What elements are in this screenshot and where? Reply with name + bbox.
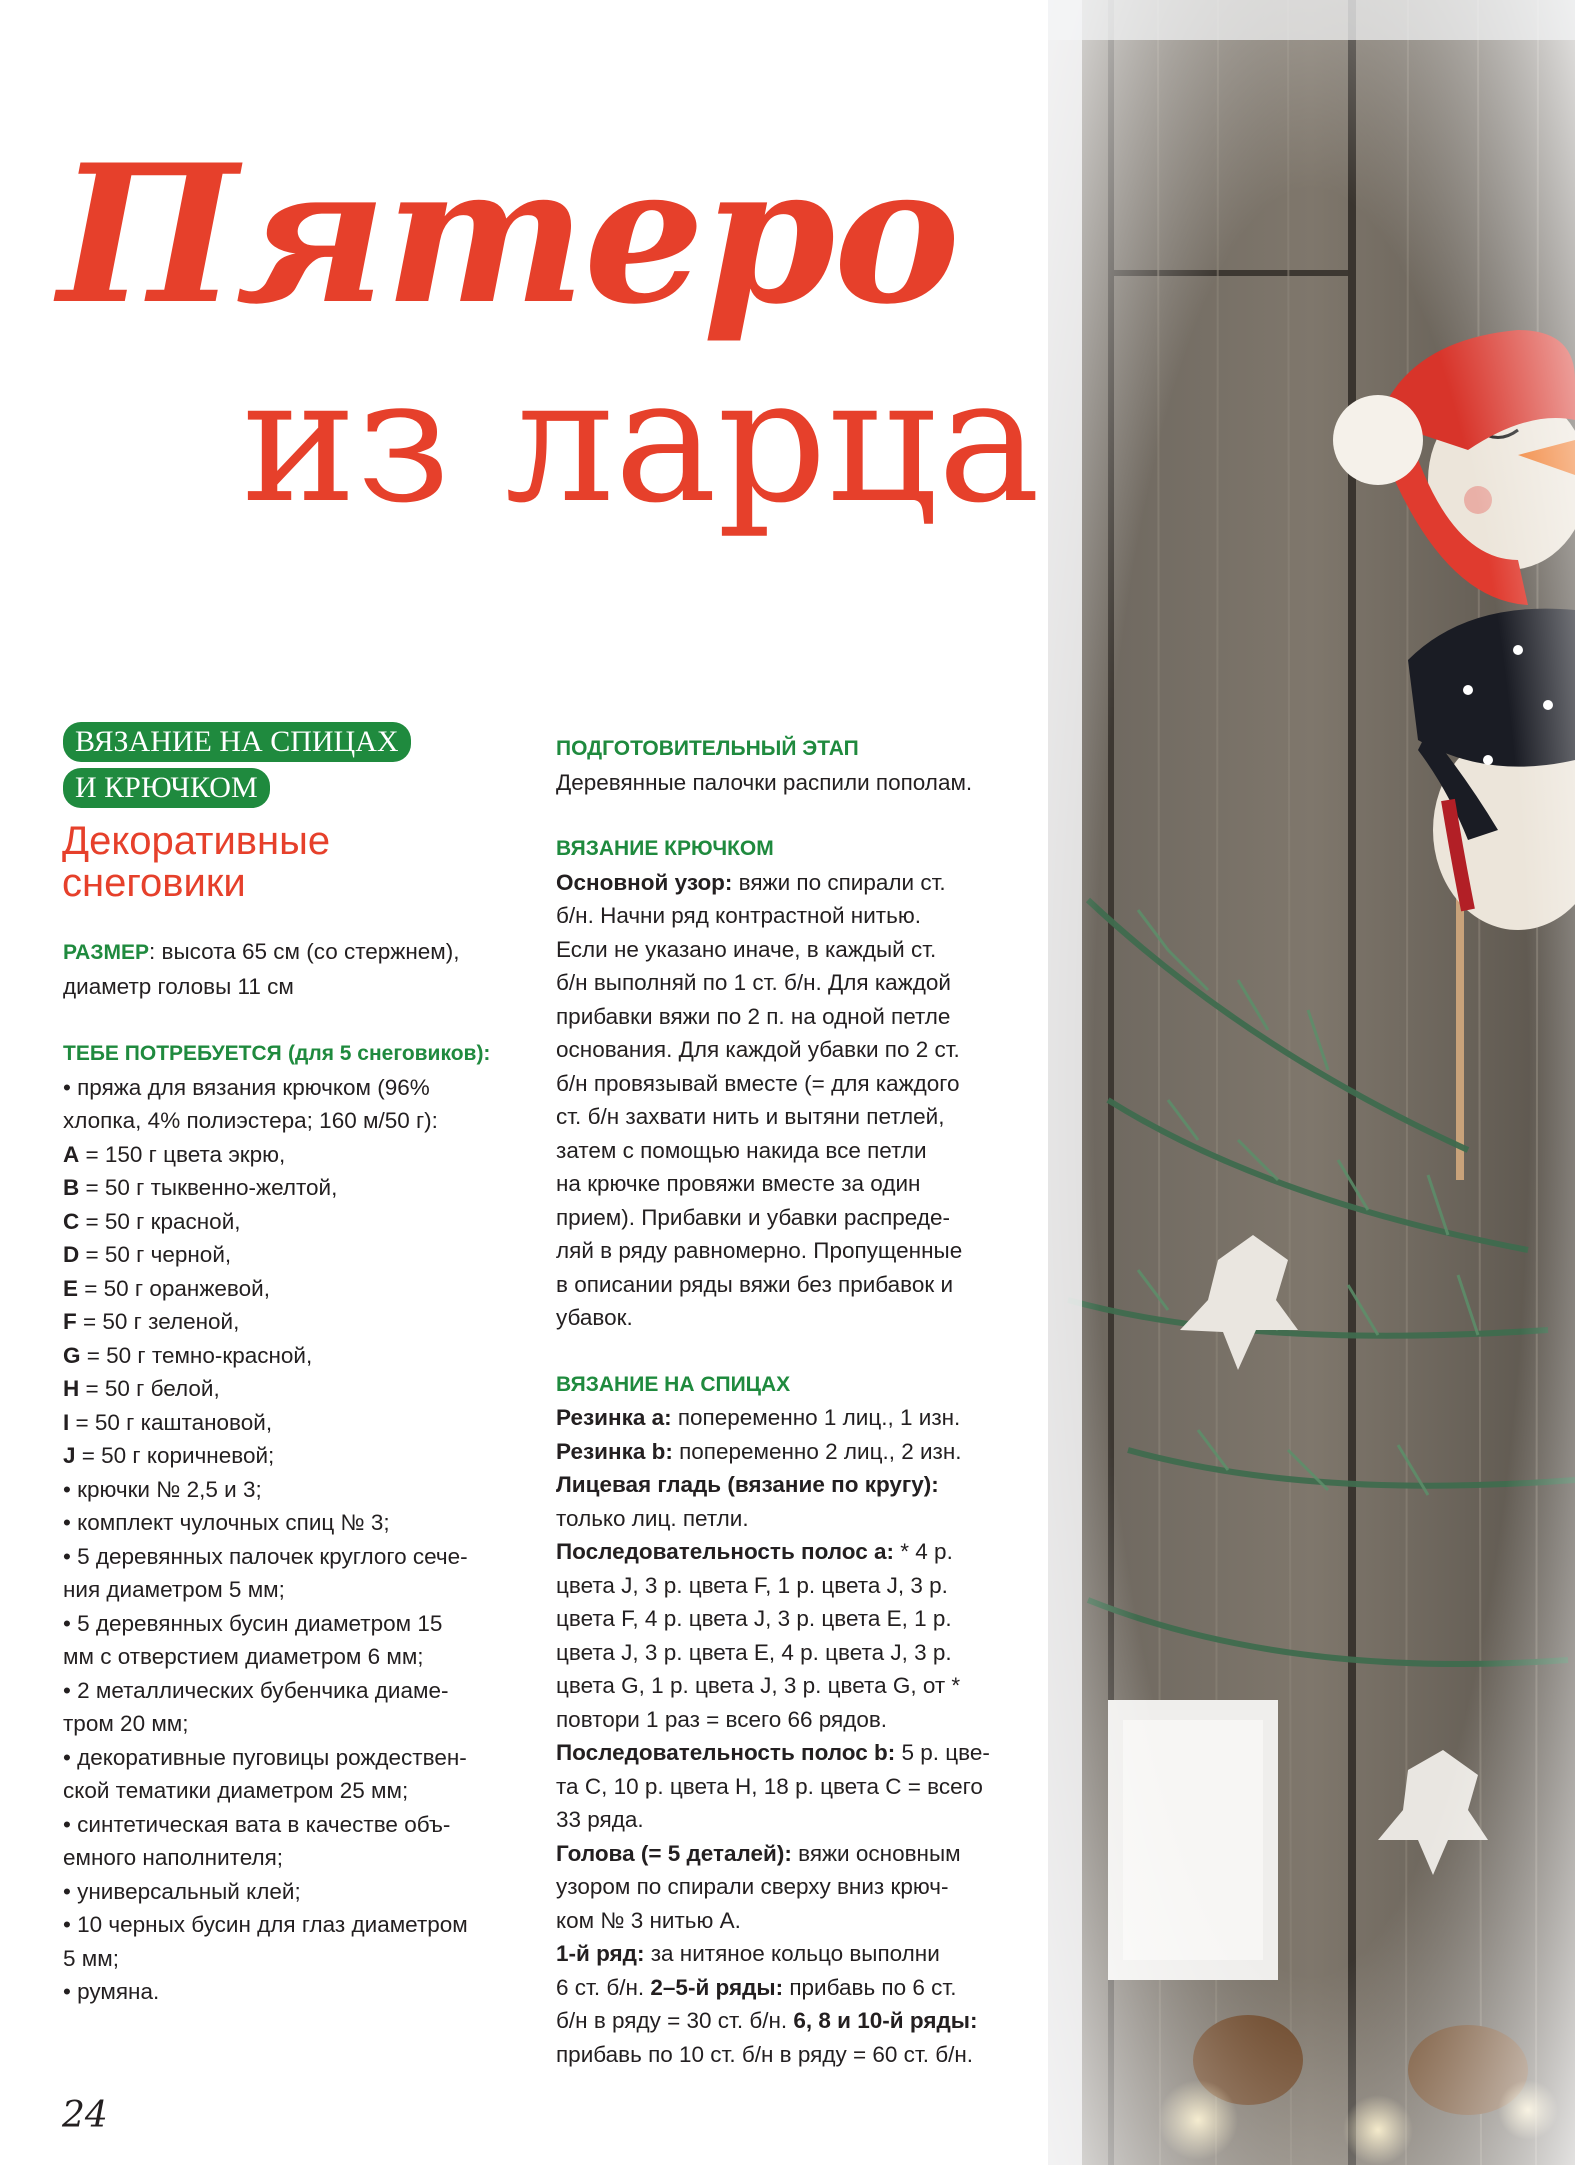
stripes-a-line: цвета G, 1 р. цвета J, 3 р. цвета G, от *	[556, 1673, 961, 1698]
category-badge-line2: И КРЮЧКОМ	[63, 768, 270, 808]
material-item: • декоративные пуговицы рождествен-	[63, 1744, 467, 1770]
row1-line: 1-й ряд: за нитяное кольцо выполни	[556, 1941, 940, 1966]
yarn-item: C = 50 г красной,	[63, 1208, 241, 1234]
snowman-photo	[1048, 0, 1575, 2165]
material-item: тром 20 мм;	[63, 1711, 189, 1736]
prep-text: Деревянные палочки распили пополам.	[556, 769, 973, 795]
stripes-a-line: цвета F, 4 р. цвета J, 3 р. цвета E, 1 р.	[556, 1606, 952, 1631]
yarn-item: A = 150 г цвета экрю,	[63, 1141, 286, 1167]
crochet-line: прием). Прибавки и убавки распреде-	[556, 1204, 950, 1230]
size-label: РАЗМЕР	[63, 941, 149, 964]
stripes-b-line: 33 ряда.	[556, 1807, 644, 1832]
material-item: • крючки № 2,5 и 3;	[63, 1476, 262, 1502]
left-column	[63, 935, 525, 2009]
stockinette-label: Лицевая гладь (вязание по кругу):	[556, 1472, 939, 1497]
yarn-item: J = 50 г коричневой;	[63, 1443, 275, 1468]
project-title	[62, 820, 330, 904]
material-item: емного наполнителя;	[63, 1845, 284, 1870]
crochet-line: на крючке провяжи вместе за один	[556, 1171, 921, 1196]
crochet-line: прибавки вяжи по 2 п. на одной петле	[556, 1003, 951, 1029]
material-item: • синтетическая вата в качестве объ-	[63, 1811, 451, 1837]
row2-line: 6 ст. б/н. 2–5-й ряды: прибавь по 6 ст.	[556, 1974, 957, 2000]
material-item: • универсальный клей;	[63, 1878, 301, 1904]
material-item: мм с отверстием диаметром 6 мм;	[63, 1644, 424, 1669]
crochet-line: б/н. Начни ряд контрастной нитью.	[556, 903, 921, 928]
stockinette-text: только лиц. петли.	[556, 1505, 749, 1531]
yarn-item: F = 50 г зеленой,	[63, 1309, 240, 1334]
head-line: узором по спирали сверху вниз крюч-	[556, 1874, 949, 1899]
knitting-header: ВЯЗАНИЕ НА СПИЦАХ	[556, 1372, 791, 1396]
crochet-line: ст. б/н захвати нить и вытяни петлей,	[556, 1104, 945, 1129]
crochet-line: Если не указано иначе, в каждый ст.	[556, 936, 937, 962]
material-item: • румяна.	[63, 1979, 160, 2004]
yarn-item: E = 50 г оранжевой,	[63, 1275, 270, 1301]
crochet-line: ляй в ряду равномерно. Пропущенные	[556, 1238, 963, 1263]
material-item: ской тематики диаметром 25 мм;	[63, 1778, 409, 1803]
row3-line: б/н в ряду = 30 ст. б/н. 6, 8 и 10-й ряды:	[556, 2008, 978, 2033]
crochet-line: в описании ряды вяжи без прибавок и	[556, 1271, 954, 1297]
yarn-item: G = 50 г темно-красной,	[63, 1342, 313, 1368]
stripes-a: Последовательность полос a: * 4 р.	[556, 1539, 953, 1564]
rib-b: Резинка b: попеременно 2 лиц., 2 изн.	[556, 1438, 962, 1464]
materials-line: • пряжа для вязания крючком (96%	[63, 1074, 430, 1100]
yarn-item: I = 50 г каштановой,	[63, 1409, 273, 1435]
stripes-a-line: повтори 1 раз = всего 66 рядов.	[556, 1706, 888, 1732]
stripes-a-line: цвета J, 3 р. цвета E, 4 р. цвета J, 3 р.	[556, 1639, 952, 1665]
crochet-line: убавок.	[556, 1305, 633, 1330]
yarn-item: H = 50 г белой,	[63, 1376, 220, 1401]
materials-line: хлопка, 4% полиэстера; 160 м/50 г):	[63, 1108, 438, 1133]
crochet-line: б/н выполняй по 1 ст. б/н. Для каждой	[556, 970, 951, 995]
snowman-illustration	[1048, 0, 1575, 2165]
head-line: ком № 3 нитью A.	[556, 1907, 741, 1933]
page-number: 24	[62, 2095, 108, 2136]
prep-header: ПОДГОТОВИТЕЛЬНЫЙ ЭТАП	[556, 737, 859, 760]
article-title-line2: из ларца	[242, 340, 1041, 541]
crochet-line: затем с помощью накида все петли	[556, 1137, 927, 1163]
crochet-header: ВЯЗАНИЕ КРЮЧКОМ	[556, 837, 774, 860]
stripes-b: Последовательность полос b: 5 р. цве-	[556, 1740, 990, 1765]
materials-header: ТЕБЕ ПОТРЕБУЕТСЯ (для 5 снеговиков):	[63, 1042, 491, 1065]
project-title-line2: снеговики	[62, 861, 246, 905]
material-item: • 5 деревянных палочек круглого сече-	[63, 1543, 468, 1569]
right-column	[556, 732, 1026, 2071]
stripes-a-line: цвета J, 3 р. цвета F, 1 р. цвета J, 3 р.	[556, 1572, 948, 1598]
size-line	[63, 935, 525, 970]
yarn-item: B = 50 г тыквенно-желтой,	[63, 1175, 338, 1200]
crochet-line: основания. Для каждой убавки по 2 ст.	[556, 1037, 960, 1062]
category-badge-line1: ВЯЗАНИЕ НА СПИЦАХ	[63, 722, 411, 762]
article-title-line1: Пятеро	[58, 123, 959, 346]
material-item: • 2 металлических бубенчика диаме-	[63, 1677, 449, 1703]
material-item: ния диаметром 5 мм;	[63, 1577, 285, 1602]
project-title-line1: Декоративные	[62, 819, 331, 863]
row4-line: прибавь по 10 ст. б/н в ряду = 60 ст. б/н.	[556, 2041, 974, 2067]
yarn-item: D = 50 г черной,	[63, 1242, 232, 1267]
crochet-line: Основной узор: вяжи по спирали ст.	[556, 869, 946, 895]
material-item: • комплект чулочных спиц № 3;	[63, 1510, 390, 1535]
crochet-line: б/н провязывай вместе (= для каждого	[556, 1070, 960, 1096]
material-item: • 10 черных бусин для глаз диаметром	[63, 1912, 468, 1937]
rib-a: Резинка a: попеременно 1 лиц., 1 изн.	[556, 1405, 961, 1430]
size-text: : высота 65 см (со стержнем),	[149, 939, 460, 964]
size-line-2: диаметр головы 11 см	[63, 973, 294, 999]
material-item: 5 мм;	[63, 1945, 119, 1971]
stripes-b-line: та C, 10 р. цвета H, 18 р. цвета C = всего	[556, 1773, 983, 1799]
head-line: Голова (= 5 деталей): вяжи основным	[556, 1840, 961, 1866]
material-item: • 5 деревянных бусин диаметром 15	[63, 1610, 443, 1636]
